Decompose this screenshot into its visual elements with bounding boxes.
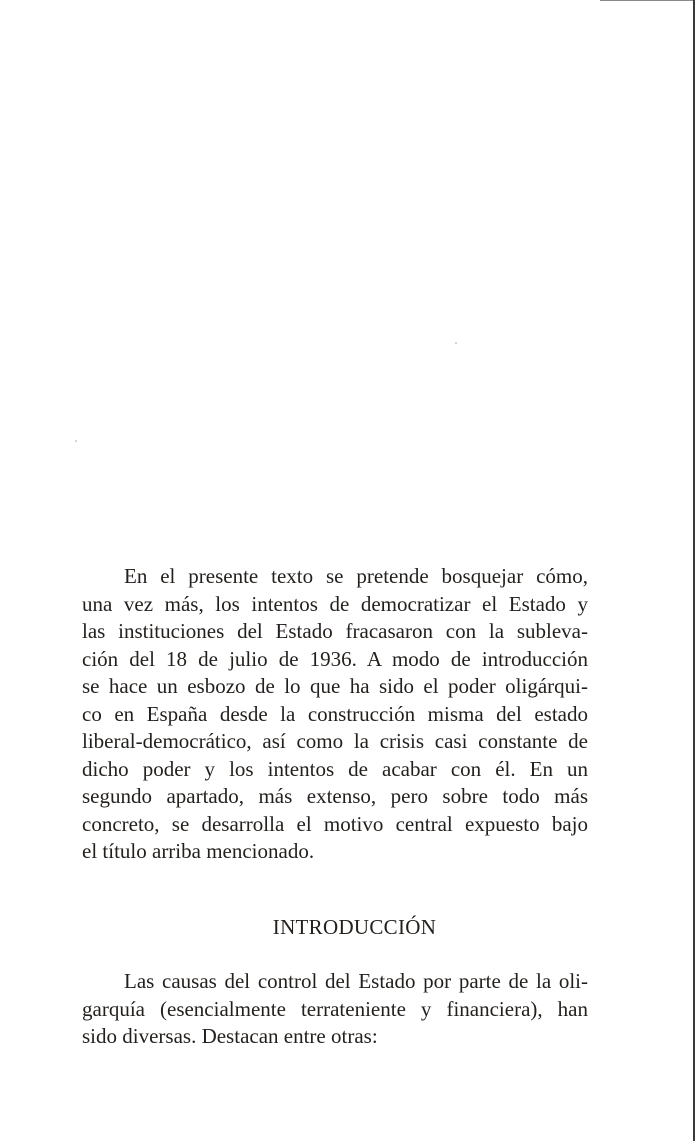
scan-top-edge [600,0,695,1]
body-paragraph [82,968,588,1051]
scan-speck [455,342,457,344]
text-line: se hace un esbozo de lo que ha sido el poder oligárqui- [82,674,588,698]
intro-paragraph [82,563,588,866]
scan-speck [75,440,77,442]
text-line: las instituciones del Estado fracasaron con la subleva- [82,619,588,643]
text-line: el título arriba mencionado. [82,839,315,863]
text-line: co en España desde la construcción misma del estado [82,701,588,726]
text-line: liberal-democrático, así como la crisis casi constante de [82,729,588,753]
text-line: garquía (esencialmente terrateniente y financiera), han [82,996,588,1021]
text-line: En el presente texto se pretende bosquejar cómo, [124,564,588,588]
text-line: una vez más, los intentos de democratizar el Estado y [82,591,588,616]
text-line: sido diversas. Destacan entre otras: [82,1024,378,1048]
text-line: concreto, se desarrolla el motivo central expuesto bajo [82,811,588,836]
text-line: dicho poder y los intentos de acabar con él. En un [82,756,588,781]
section-heading: INTRODUCCIÓN [272,915,437,939]
text-line: ción del 18 de julio de 1936. A modo de introducción [82,646,588,671]
text-line: segundo apartado, más extenso, pero sobre todo más [82,784,588,808]
text-line: Las causas del control del Estado por parte de la oli- [124,969,588,993]
